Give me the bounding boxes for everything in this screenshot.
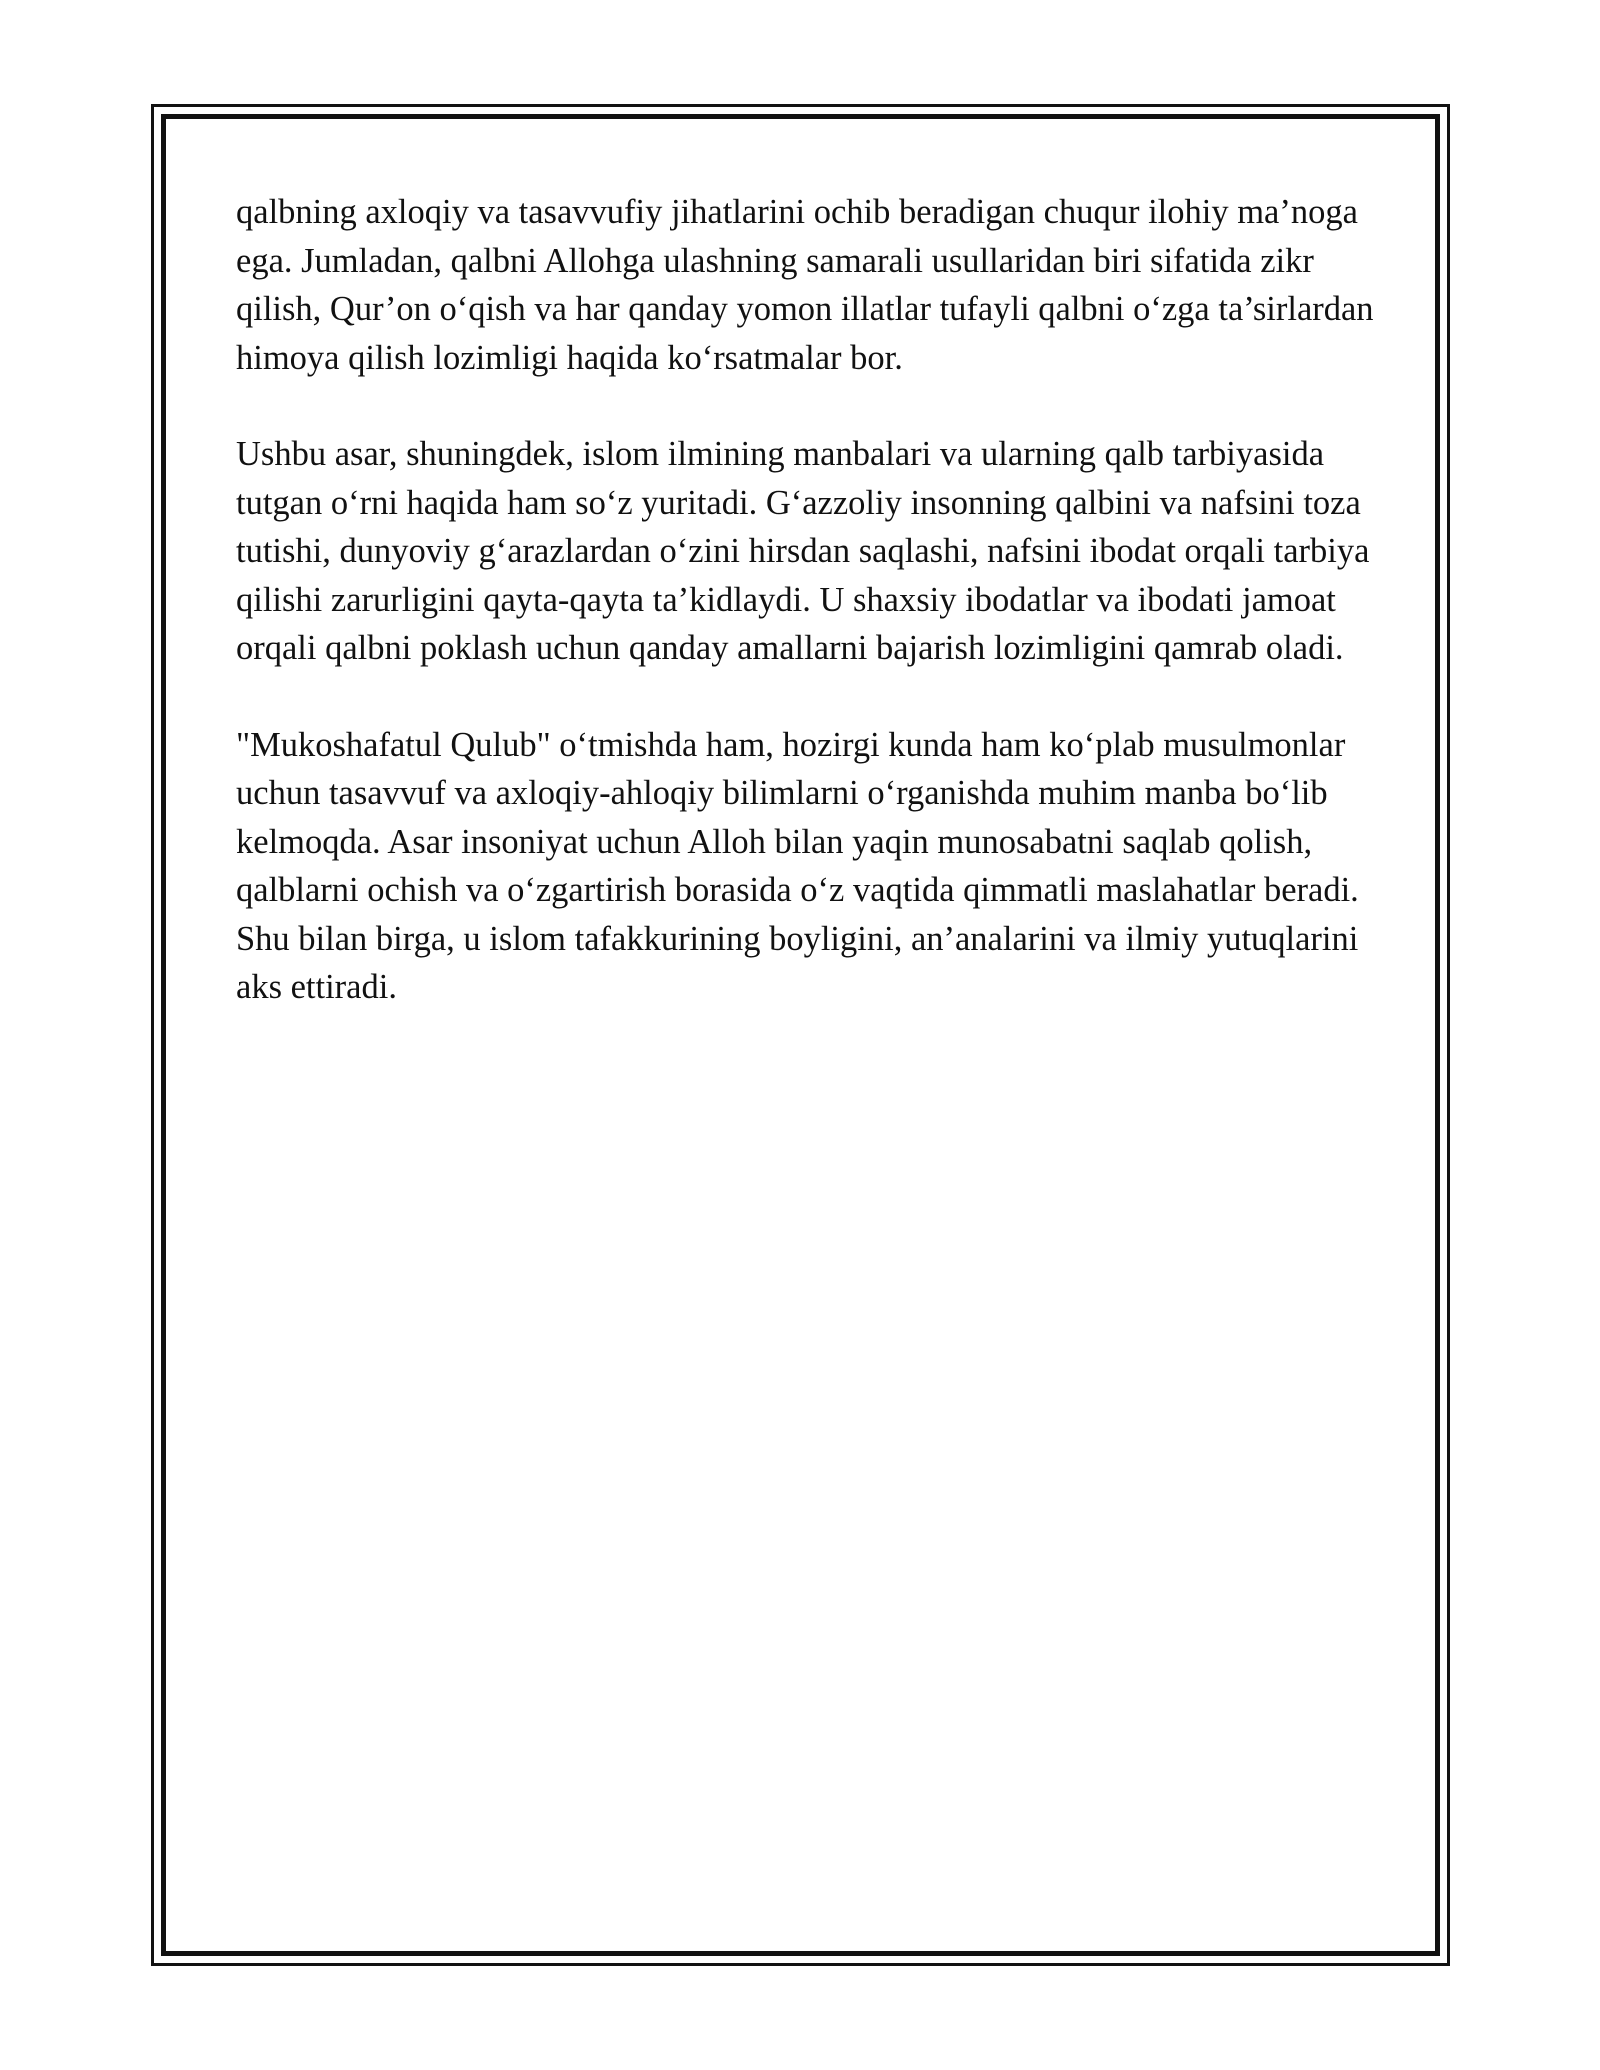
paragraph-3: "Mukoshafatul Qulub" o‘tmishda ham, hozirgi kunda ham ko‘plab musulmonlar uchun tasavvuf va axloqiy-ahloqiy bilimlarni o‘rganishda muhim manba bo‘lib kelmoqda. Asar insoniyat uchun Alloh bilan yaqin munosabatni saqlab qolish, qalblarni ochish va o‘zgartirish borasida o‘z vaqtida qimmatli maslahatlar beradi. Shu bilan birga, u islom tafakkurining boyligini, an’analarini va ilmiy yutuqlarini aks ettiradi. [236,725,1359,1006]
paragraph-2: Ushbu asar, shuningdek, islom ilmining manbalari va ularning qalb tarbiyasida tutgan o‘rni haqida ham so‘z yuritadi. G‘azzoliy insonning qalbini va nafsini toza tutishi, dunyoviy g‘arazlardan o‘zini hirsdan saqlashi, nafsini ibodat orqali tarbiya qilishi zarurligini qayta-qayta ta’kidlaydi. U shaxsiy ibodatlar va ibodati jamoat orqali qalbni poklash uchun qanday amallarni bajarish lozimligini qamrab oladi. [236,435,1370,667]
paragraph-1: qalbning axloqiy va tasavvufiy jihatlarini ochib beradigan chuqur ilohiy ma’noga ega. Jumladan, qalbni Allohga ulashning samarali usullaridan biri sifatida zikr qilish, Qur’on o‘qish va har qanday yomon illatlar tufayli qalbni o‘zga ta’sirlardan himoya qilish lozimligi haqida ko‘rsatmalar bor. [236,193,1374,377]
document-body [236,188,1386,1012]
